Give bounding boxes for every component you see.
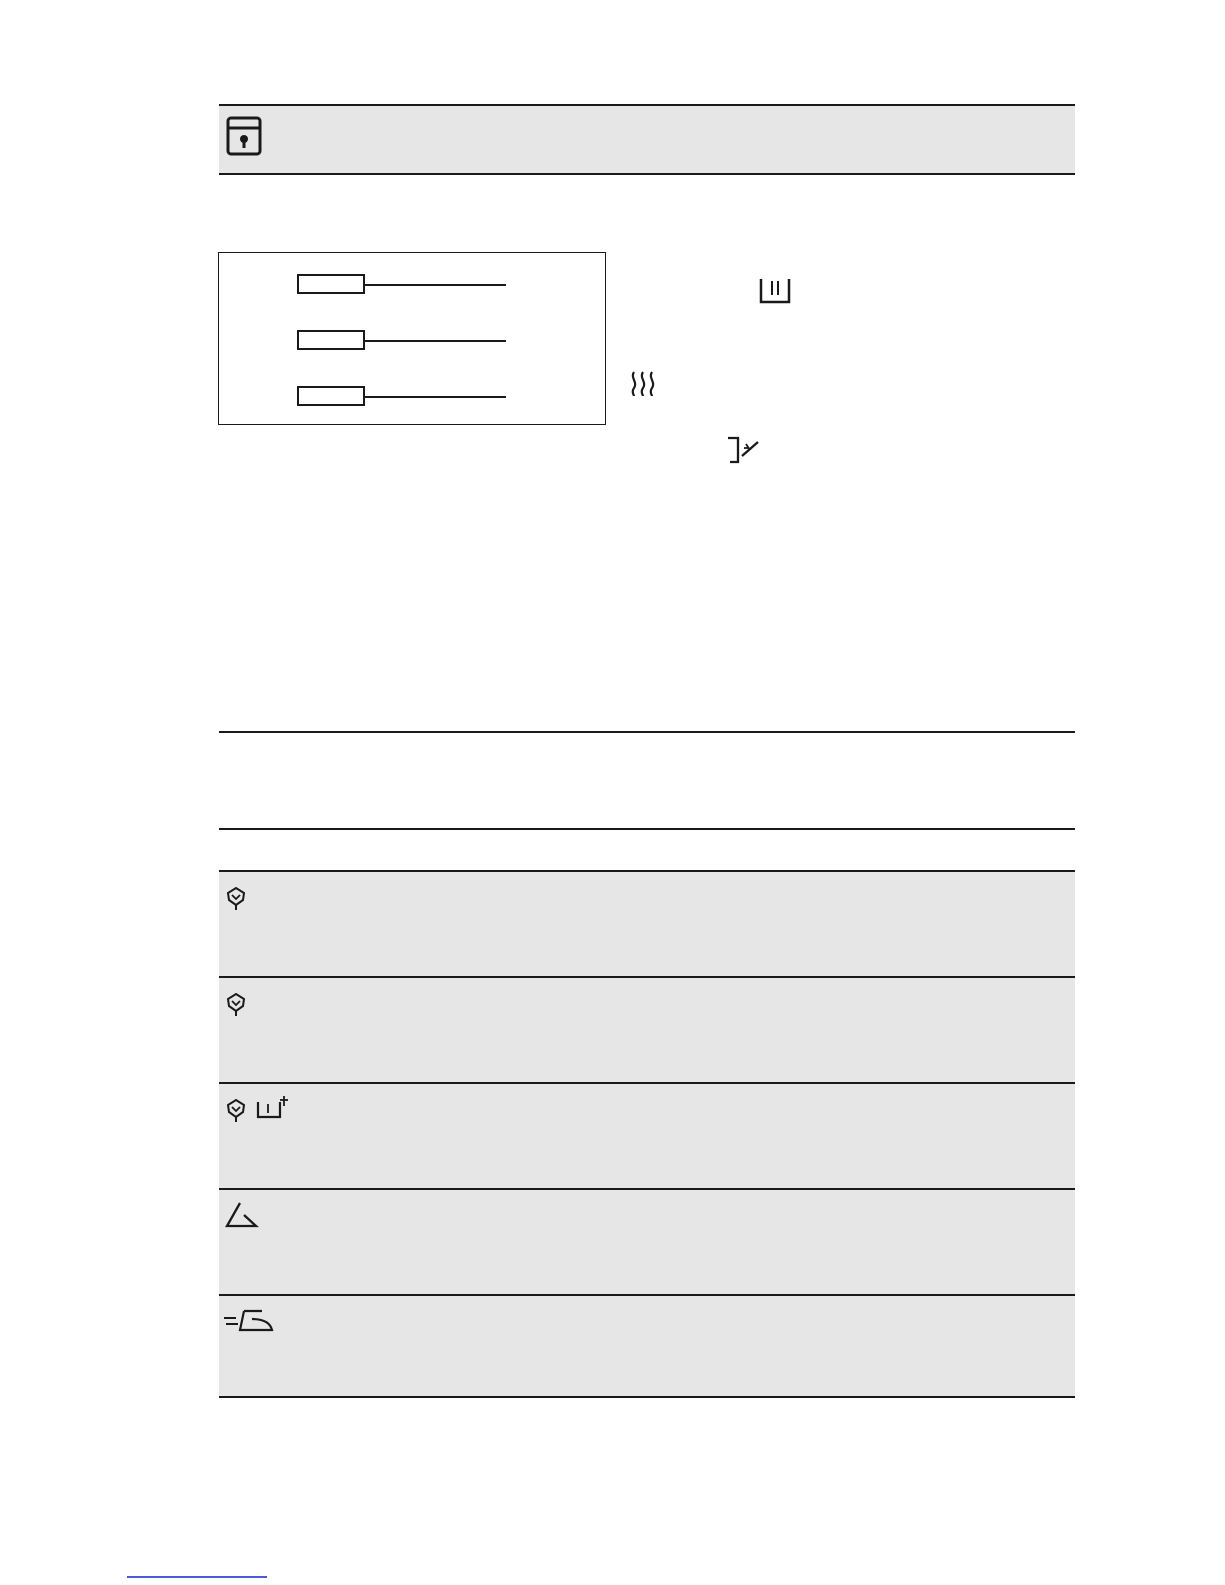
leader-line-2 [365,340,506,342]
display-slot-2 [297,330,365,350]
footer-link-underline[interactable] [127,1576,267,1578]
table-bottom-rule [219,1396,1075,1398]
table-row [219,1084,1075,1188]
fast-iron-icon [222,1308,274,1334]
eco-leaf-icon [223,991,249,1017]
triangle-hand-icon [224,1200,260,1230]
eco-leaf-icon [223,1097,249,1123]
rinse-aid-icon [726,436,762,466]
display-panel [218,252,606,425]
eco-leaf-icon [223,885,249,911]
table-row [219,1190,1075,1294]
table-row [219,978,1075,1082]
display-slot-3 [297,386,365,406]
header-row [219,106,1075,173]
basket-icon [758,277,792,305]
table-row [219,1296,1075,1396]
leader-line-1 [365,284,506,286]
table-top-rule [219,731,1075,733]
door-lock-icon [226,116,262,156]
display-slot-1 [297,274,365,294]
table-header-rule [219,828,1075,830]
heat-steam-icon [628,370,658,398]
basket-plus-icon [256,1094,290,1120]
table-row [219,872,1075,976]
top-rule-2 [219,173,1075,175]
leader-line-3 [365,396,506,398]
